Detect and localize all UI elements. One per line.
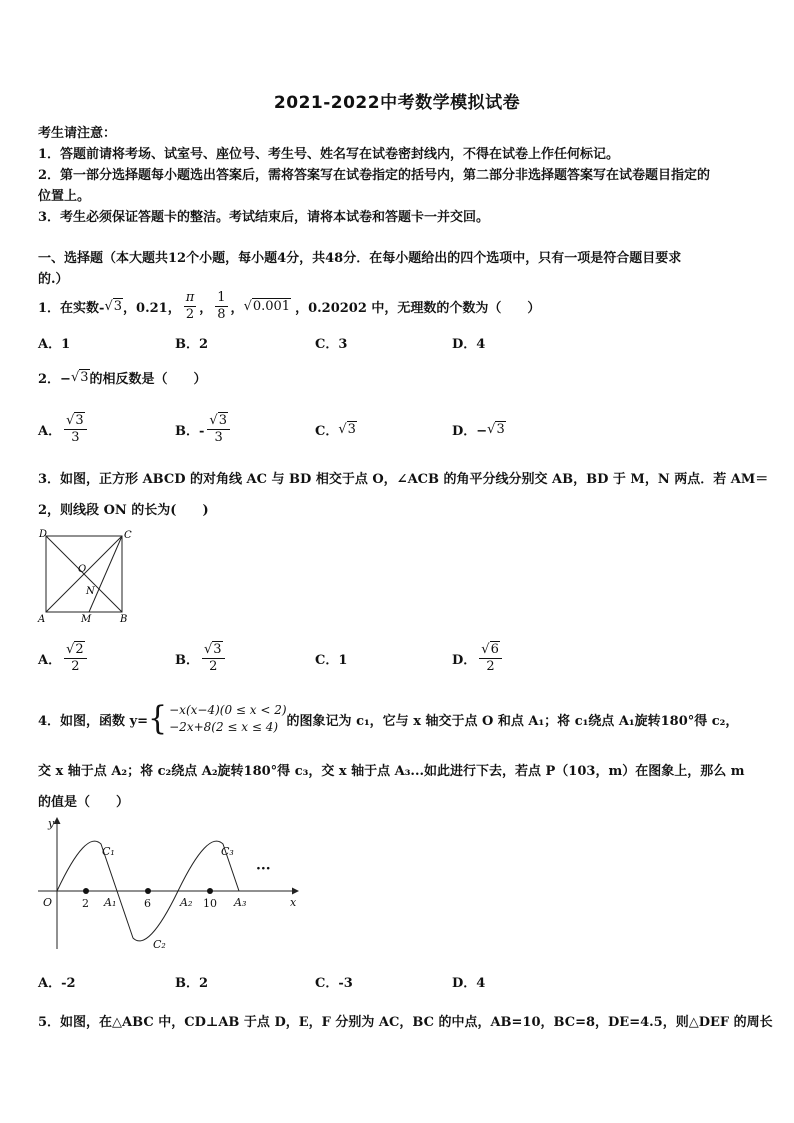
q3-option-b[interactable]: B． $\frac{√3}{2}$	[175, 638, 228, 678]
notice-item-3: 3．考生必须保证答题卡的整洁。考试结束后，请将本试卷和答题卡一并交回。	[38, 210, 490, 225]
q1-option-b[interactable]: B．2	[175, 336, 209, 352]
q1-sep1: ，0.21，	[123, 300, 181, 316]
label-a: A	[38, 614, 46, 624]
page-title: 2021-2022中考数学模拟试卷	[273, 93, 521, 113]
q4-option-d[interactable]: D．4	[452, 975, 486, 991]
question-3-cont: 2，则线段 ON 的长为( )	[38, 503, 209, 518]
label-c1: C₁	[102, 845, 115, 858]
notice-item-2-cont: 位置上。	[38, 189, 91, 204]
q1-option-c[interactable]: C．3	[315, 336, 348, 352]
q1-sep3: ，	[230, 300, 244, 316]
label-10: 10	[203, 897, 217, 910]
label-6: 6	[144, 897, 151, 910]
question-4-line-3: 的值是（ ）	[38, 795, 130, 810]
question-2	[38, 366, 756, 388]
notice-heading: 考生请注意：	[38, 126, 117, 141]
point-6	[145, 888, 151, 894]
section-header-cont: 的.）	[38, 272, 69, 287]
point-10	[207, 888, 213, 894]
label-n: N	[86, 586, 95, 597]
q4-case-1: −x(x−4)(0 ≤ x < 2)	[169, 703, 287, 717]
notice-item-1: 1．答题前请将考场、试室号、座位号、考生号、姓名写在试卷密封线内，不得在试卷上作任何标记。	[38, 147, 620, 162]
question-5: 5．如图，在△ABC 中，CD⊥AB 于点 D，E，F 分别为 AC，BC 的中点，AB=10，BC=8，DE=4.5，则△DEF 的周长	[38, 1015, 773, 1030]
label-dots: ···	[256, 861, 271, 877]
label-2: 2	[82, 897, 89, 910]
q3-option-d[interactable]: D． $\frac{√6}{2}$	[452, 638, 505, 678]
question-4	[38, 698, 756, 740]
label-m: M	[81, 614, 92, 624]
q1-prefix: 1．在实数-	[38, 300, 105, 316]
q4-suffix: 的图象记为 c₁，它与 x 轴交于点 O 和点 A₁；将 c₁绕点 A₁旋转180°得 c₂，	[286, 713, 739, 729]
q1-option-d[interactable]: D．4	[452, 336, 486, 352]
q2-sqrt3: √3	[70, 369, 89, 385]
q2-option-c[interactable]: C． √3	[315, 421, 356, 439]
q1-sqrt-0001: √0.001	[243, 298, 291, 314]
q1-sqrt3: √3	[104, 298, 123, 314]
q4-prefix: 4．如图，函数 y=	[38, 713, 149, 729]
q2-prefix: 2．−	[38, 371, 71, 387]
q2-options	[38, 409, 738, 449]
label-o: O	[78, 564, 87, 575]
label-a1: A₁	[104, 896, 117, 909]
q4-options	[38, 961, 738, 1001]
label-y: y	[48, 817, 55, 830]
q2-option-b[interactable]: B．- $\frac{√3}{3}$	[175, 409, 233, 449]
q1-options	[38, 322, 738, 362]
q1-option-a[interactable]: A．1	[38, 336, 71, 352]
label-d: D	[39, 529, 48, 540]
section-header: 一、选择题（本大题共12个小题，每小题4分，共48分．在每小题给出的四个选项中，只有一项是符合题目要求	[38, 251, 682, 266]
bisector-cm	[89, 536, 122, 612]
q2-suffix: 的相反数是（ ）	[89, 371, 207, 387]
question-1	[38, 288, 756, 324]
label-c3: C₃	[221, 845, 234, 858]
label-b: B	[120, 614, 128, 624]
q3-square-figure	[36, 528, 136, 624]
q4-piecewise: { −x(x−4)(0 ≤ x < 2) −2x+8(2 ≤ x ≤ 4)	[148, 699, 287, 738]
label-a3: A₃	[234, 896, 247, 909]
q4-graph	[34, 814, 304, 954]
q1-suffix: ，0.20202 中，无理数的个数为（ ）	[295, 300, 541, 316]
question-4-line-2: 交 x 轴于点 A₂；将 c₂绕点 A₂旋转180°得 c₃，交 x 轴于点 A₃...如此进行下去，若点 P（103，m）在图象上，那么 m	[38, 764, 745, 779]
q3-option-a[interactable]: A． $\frac{√2}{2}$	[38, 638, 90, 678]
label-o: O	[43, 896, 53, 909]
q4-option-a[interactable]: A．-2	[38, 975, 76, 991]
point-2	[83, 888, 89, 894]
q1-one-eighth: $\frac{1}{8}$	[217, 289, 226, 322]
label-a2: A₂	[180, 896, 193, 909]
q1-sep2: ，	[199, 300, 213, 316]
label-c2: C₂	[153, 938, 166, 951]
label-c: C	[124, 530, 132, 541]
q4-option-b[interactable]: B．2	[175, 975, 209, 991]
q2-option-d[interactable]: D．− √3	[452, 421, 505, 439]
q3-option-c[interactable]: C．1	[315, 652, 348, 668]
q2-option-a[interactable]: A． $\frac{√3}{3}$	[38, 409, 90, 449]
q4-option-c[interactable]: C．-3	[315, 975, 353, 991]
q1-pi-over-2: $\frac{\pi}{2}$	[185, 289, 195, 322]
question-3: 3．如图，正方形 ABCD 的对角线 AC 与 BD 相交于点 O，∠ACB 的角平分线分别交 AB，BD 于 M，N 两点．若 AM＝	[38, 472, 769, 487]
q3-options	[38, 638, 738, 678]
notice-item-2: 2．第一部分选择题每小题选出答案后，需将答案写在试卷指定的括号内，第二部分非选择题答案写在试卷题目指定的	[38, 168, 711, 183]
label-x: x	[290, 896, 297, 909]
q4-case-2: −2x+8(2 ≤ x ≤ 4)	[169, 720, 279, 734]
